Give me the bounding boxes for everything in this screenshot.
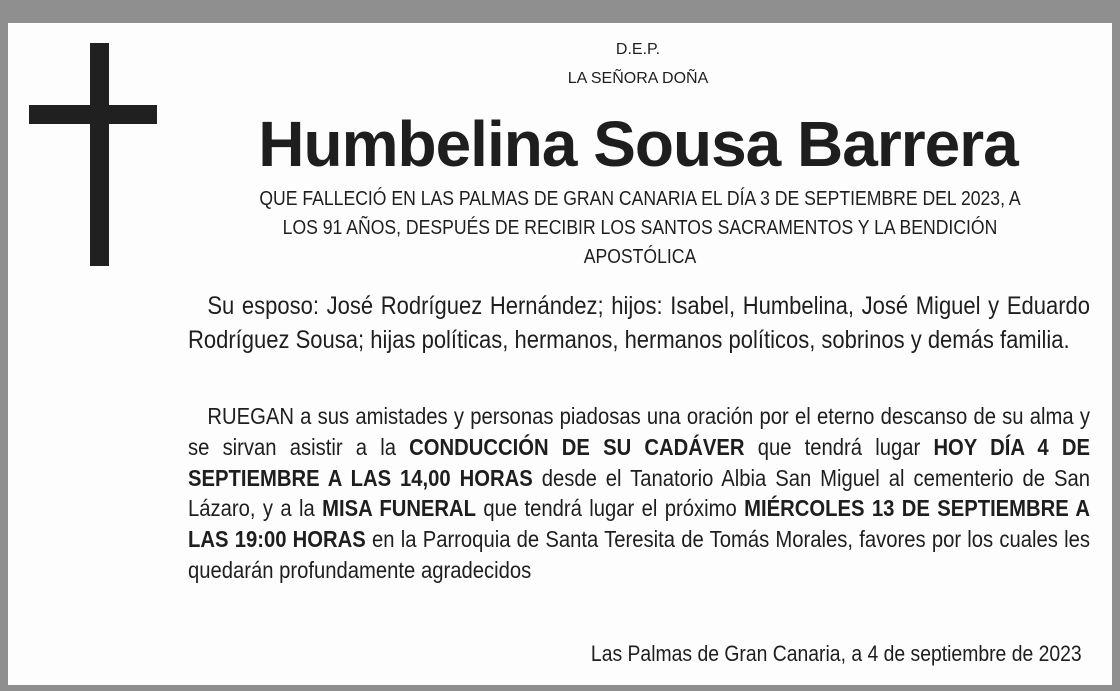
request-text: que tendrá lugar [744, 433, 934, 460]
request-text: RUEGAN a sus amistades y personas piadosas una oración por el eterno descanso de su alma y se sirvan asistir a la [188, 403, 1091, 460]
death-statement: QUE FALLECIÓ EN LAS PALMAS DE GRAN CANARIA EL DÍA 3 DE SEPTIEMBRE DEL 2023, A LOS 91 AÑOS, DESPUÉS DE RECIBIR LOS SANTOS SACRAMENTOS Y LA BENDICIÓN APOSTÓLICA [259, 188, 1021, 268]
mass-date-emphasis: MIÉRCOLES 13 DE SEPTIEMBRE A LAS 19:00 HORAS [188, 495, 1091, 553]
request-text: que tendrá lugar el próximo [476, 495, 745, 522]
conduccion-emphasis: CONDUCCIÓN DE SU CADÁVER [409, 433, 745, 460]
title-line: LA SEÑORA DOÑA [567, 70, 709, 87]
request-text: en la Parroquia de Santa Teresita de Tomás Morales, favores por los cuales les quedarán profundamente agradecidos [188, 526, 1090, 583]
family-paragraph: Su esposo: José Rodríguez Hernández; hijos: Isabel, Humbelina, José Miguel y Eduardo Rodríguez Sousa; hijas políticas, hermanos, hermanos políticos, sobrinos y demás familia. [188, 292, 1091, 354]
obituary-notice [8, 23, 1112, 685]
date-time-emphasis: HOY DÍA 4 DE SEPTIEMBRE A LAS 14,00 HORAS [188, 433, 1090, 491]
request-paragraph [188, 401, 1090, 586]
request-text: desde el Tanatorio Albia San Miguel al cementerio de San Lázaro, y a la [188, 464, 1091, 522]
dep-heading: D.E.P. [615, 41, 661, 58]
deceased-name: Humbelina Sousa Barrera [258, 108, 1018, 180]
cross-vertical-bar [90, 43, 109, 266]
place-date-line: Las Palmas de Gran Canaria, a 4 de septiembre de 2023 [591, 641, 1082, 666]
misa-funeral-emphasis: MISA FUNERAL [322, 495, 477, 522]
cross-horizontal-bar [29, 105, 157, 124]
